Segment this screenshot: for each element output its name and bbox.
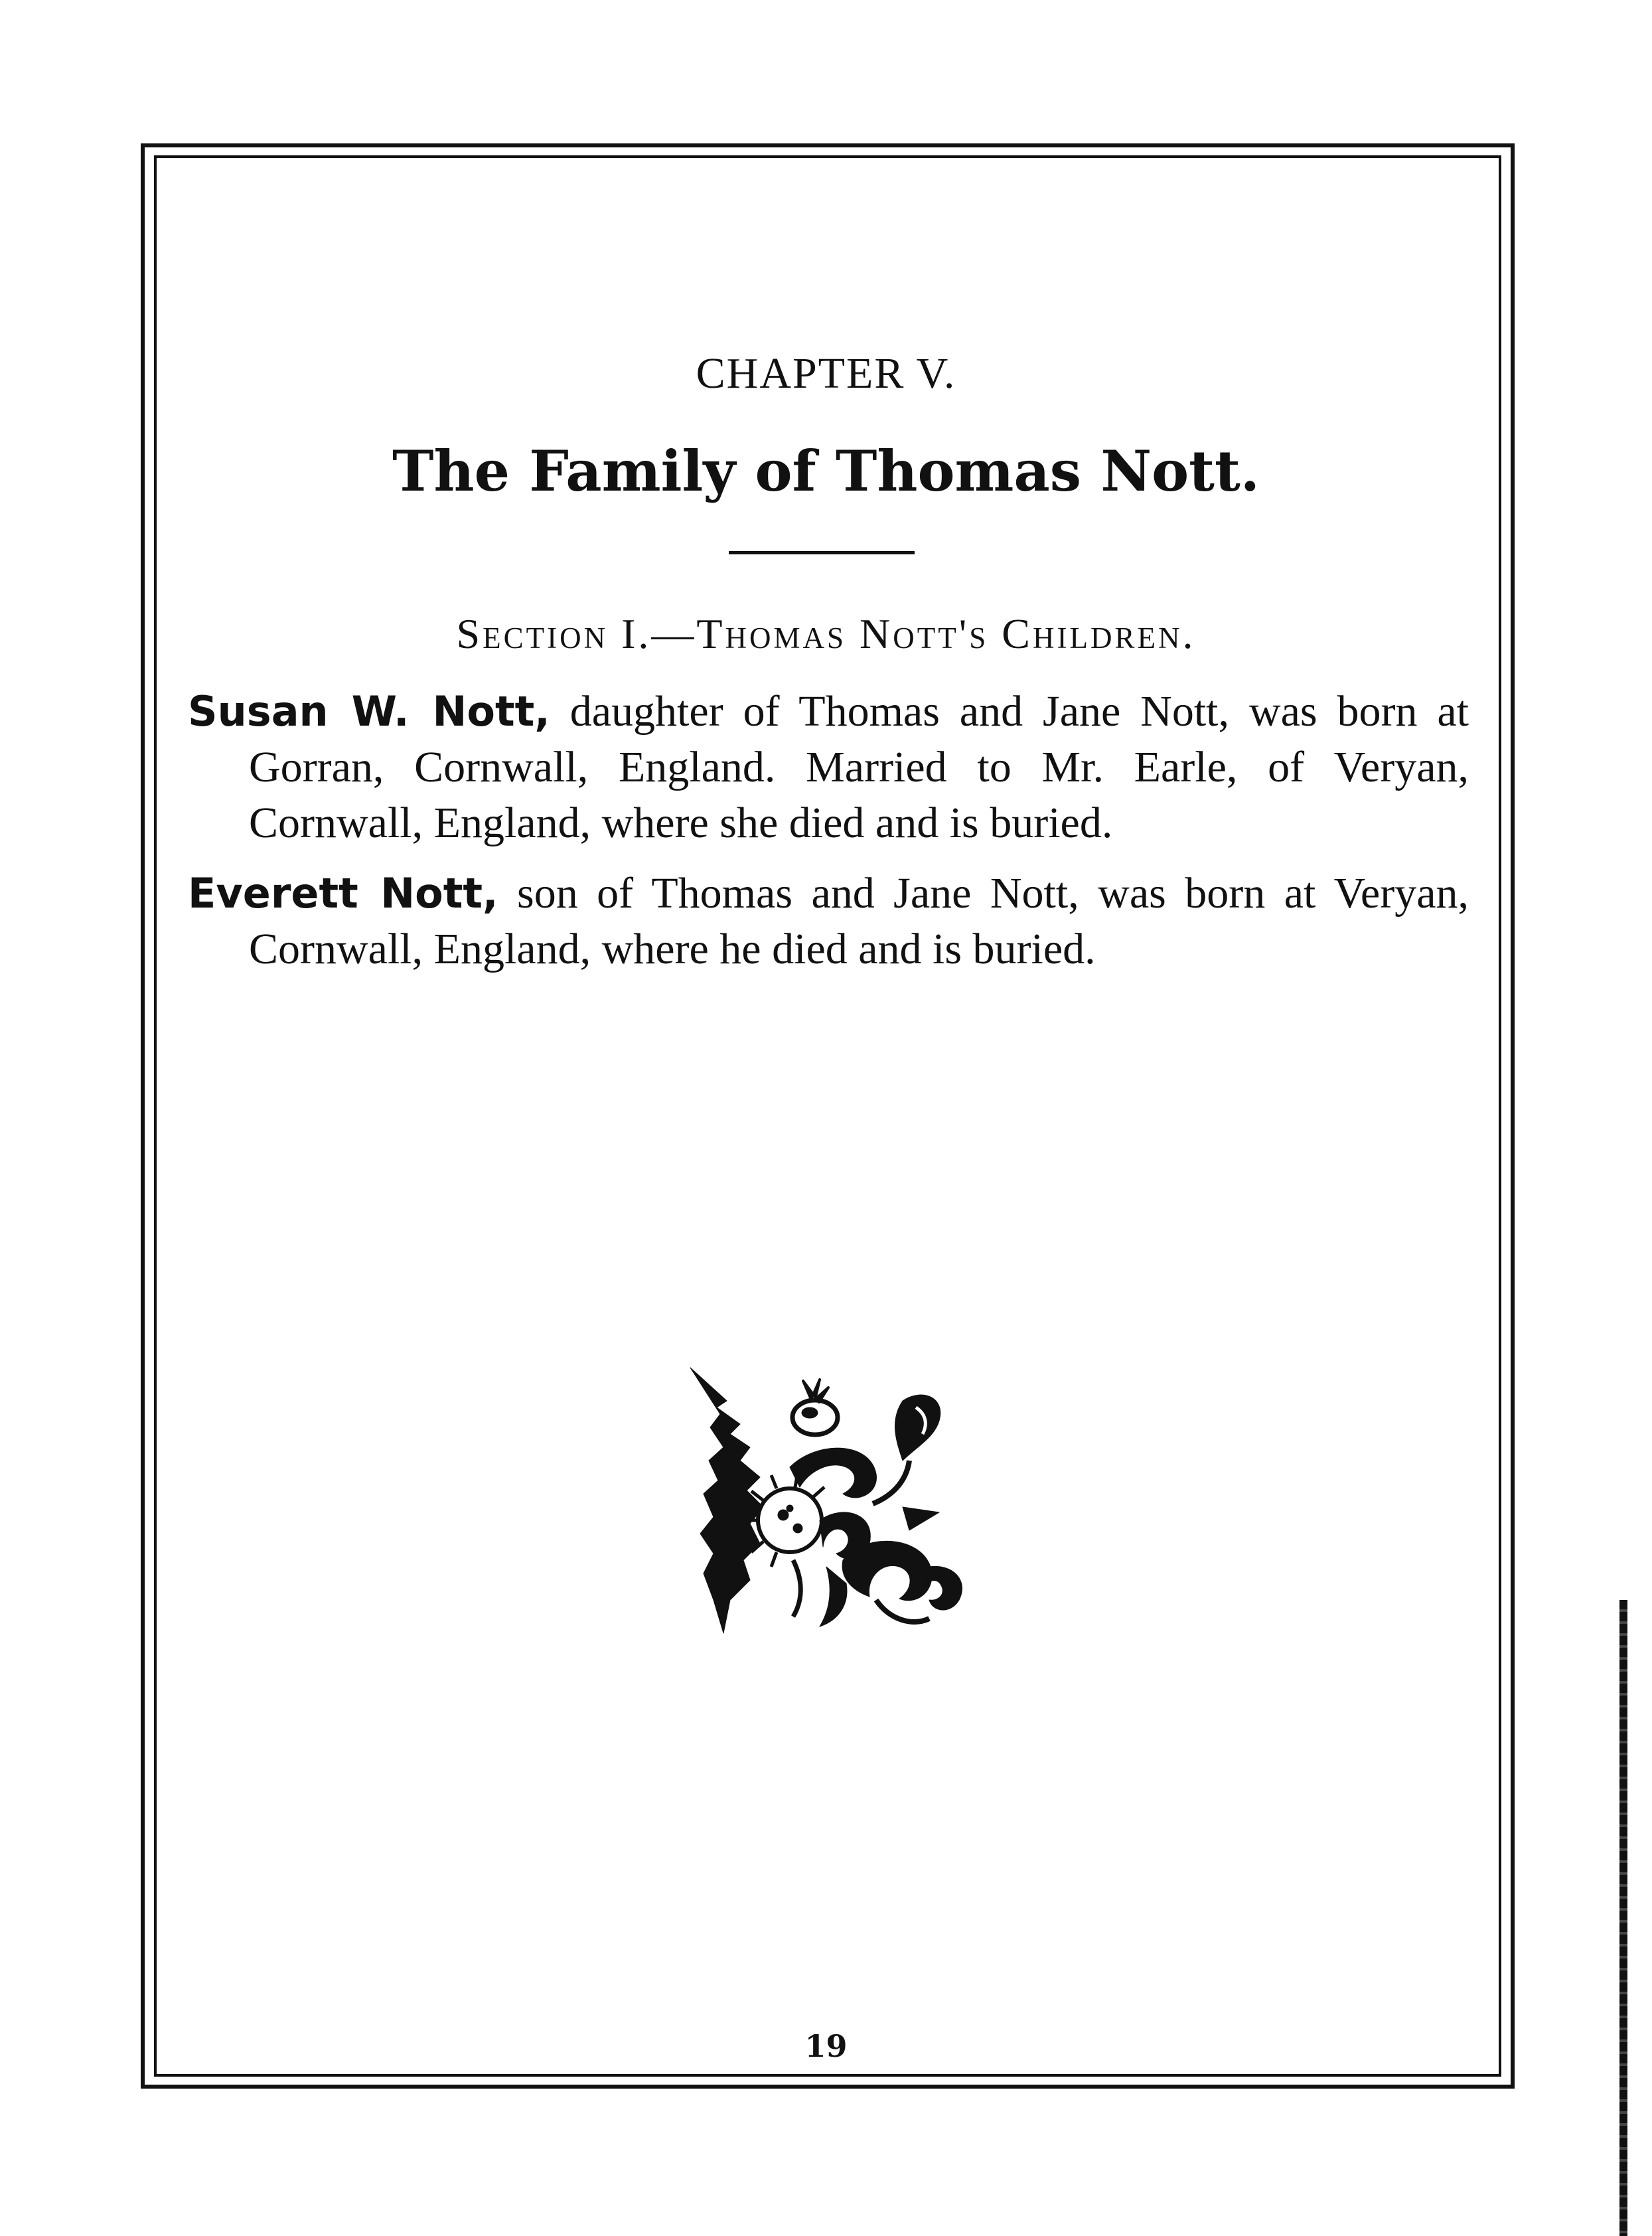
title-divider bbox=[729, 551, 915, 554]
entry-name: Susan W. Nott, bbox=[188, 687, 550, 736]
section-heading: Section I.—Thomas Nott's Children. bbox=[456, 610, 1196, 657]
scan-edge-mark bbox=[1619, 1600, 1627, 2236]
chapter-heading: CHAPTER V. bbox=[696, 349, 956, 398]
entry-text: son of Thomas and Jane Nott, was born at Veryan, Cornwall, England, where he died and is buried. bbox=[249, 869, 1469, 973]
family-entry bbox=[188, 866, 1469, 977]
chapter-title: The Family of Thomas Nott. bbox=[392, 438, 1260, 504]
entry-name: Everett Nott, bbox=[188, 869, 498, 918]
family-entry bbox=[188, 684, 1469, 851]
floral-thistle-ornament-icon bbox=[677, 1361, 976, 1640]
entry-text: daughter of Thomas and Jane Nott, was born at Gorran, Cornwall, England. Married to Mr. Earle, of Veryan, Cornwall, England, where she died and is buried. bbox=[249, 687, 1469, 847]
page-number: 19 bbox=[804, 2028, 848, 2064]
